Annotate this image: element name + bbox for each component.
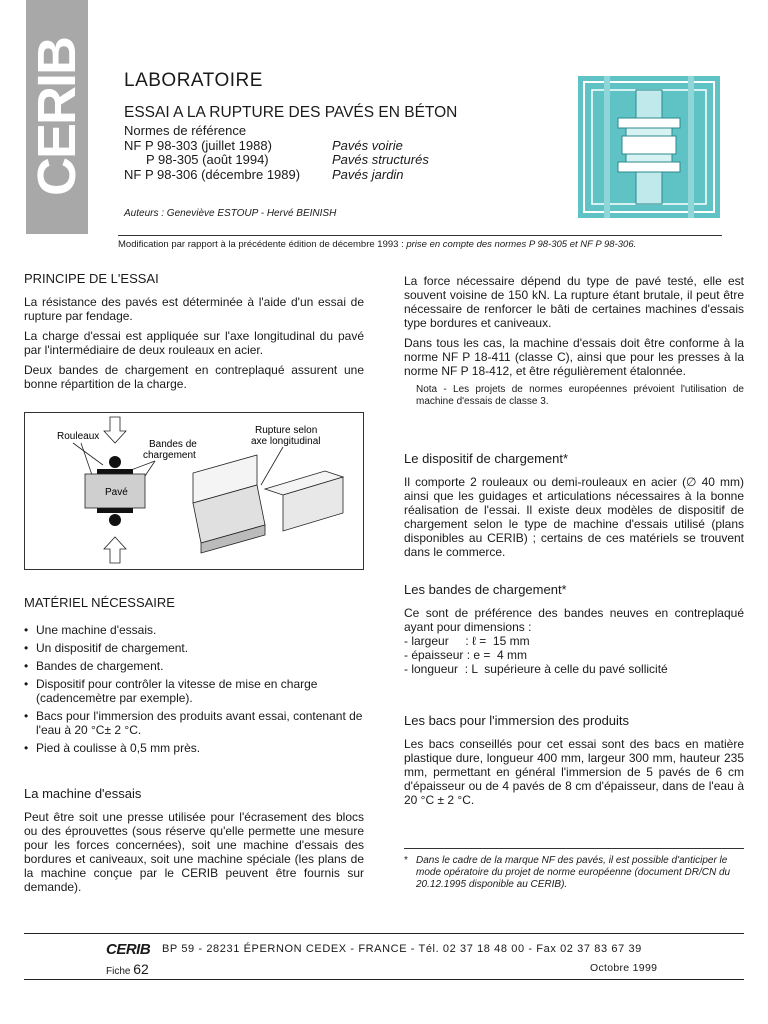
modification-note [118,239,636,250]
force-note: Nota - Les projets de normes européennes prévoient l'utilisation de machine d'essais de classe 3. [416,384,744,407]
norm-desc: Pavés structurés [332,152,429,167]
materiel-list [24,623,364,755]
test-diagram [25,413,363,569]
norms-block [124,123,429,182]
bacs-p1: Les bacs conseillés pour cet essai sont des bacs en matière plastique dure, longueur 400 mm, largeur 300 mm, hauteur 235 mm, permettant en général l'immersion de 5 pavés de 6 cm d'épaisseur ou de 4 pavés de 8 cm d'épaisseur, dans de l'eau à 20 °C ± 2 °C. [404,737,744,807]
footnote-text: Dans le cadre de la marque NF des pavés, il est possible d'anticiper le mode opératoire du projet de norme européenne (document DR/CN du 20.12.1995 disponible au CERIB). [416,855,731,890]
force-p2: Dans tous les cas, la machine d'essais doit être conforme à la norme NF P 18-411 (classe C), ainsi que pour les presses à la norme NF P 18-412, et être régulièrement étalonnée. [404,336,744,378]
bandes-intro: Ce sont de préférence des bandes neuves en contreplaqué ayant pour dimensions : [404,606,744,634]
fiche-number [106,961,149,977]
machine-section [24,787,364,900]
norm-code: NF P 98-306 (décembre 1989) [124,166,301,182]
principe-section [24,272,364,397]
principe-p2: La charge d'essai est appliquée sur l'axe longitudinal du pavé par l'intermédiaire de deux rouleaux en acier. [24,329,364,357]
dimension-row: - épaisseur : e = 4 mm [404,648,528,662]
norms-title: Normes de référence [124,123,247,138]
bandes-dimensions [404,634,744,676]
authors: Auteurs : Geneviève ESTOUP - Hervé BEINISH [124,208,337,219]
list-item: • Pied à coulisse à 0,5 mm près. [24,741,364,755]
cerib-logo: CERIB [27,37,87,197]
test-machine-illustration [578,76,720,218]
label-rupture-2: axe longitudinal [251,436,321,447]
footnote [404,855,744,891]
materiel-section [24,596,364,759]
norm-code: NF P 98-303 (juillet 1988) [124,137,272,153]
materiel-heading: MATÉRIEL NÉCESSAIRE [24,595,175,610]
bandes-heading: Les bandes de chargement* [404,582,567,597]
dispositif-section [404,452,744,565]
arrow-down-icon [104,417,126,443]
force-p1: La force nécessaire dépend du type de pavé testé, elle est souvent voisine de 150 kN. La rupture étant brutale, il peut être nécessaire de renforcer le bâti de certaines machines d'essais type bordures et caniveaux. [404,274,744,330]
norm-desc: Pavés jardin [332,166,404,182]
list-item: • Bandes de chargement. [24,659,364,673]
bacs-heading: Les bacs pour l'immersion des produits [404,713,630,728]
principe-p3: Deux bandes de chargement en contreplaqué assurent une bonne répartition de la charge. [24,363,364,391]
footnote-rule [404,848,744,849]
fiche-num: 62 [133,961,149,977]
list-item: • Une machine d'essais. [24,623,364,637]
footer-address: BP 59 - 28231 ÉPERNON CEDEX - FRANCE - Tél. 02 37 18 48 00 - Fax 02 37 83 67 39 [162,943,642,955]
press-icon [578,76,720,218]
force-section [404,274,744,414]
footer-date: Octobre 1999 [590,962,658,974]
footer-rule-top [24,933,744,934]
footer-rule-bottom [24,979,744,980]
bandes-section [404,583,744,676]
dispositif-heading: Le dispositif de chargement* [404,451,569,466]
rouleau-bottom [109,514,121,526]
label-rupture-1: Rupture selon [255,425,318,436]
document-title: ESSAI A LA RUPTURE DES PAVÉS EN BÉTON [124,104,458,121]
list-item: • Un dispositif de chargement. [24,641,364,655]
test-principle-figure [24,412,364,570]
cerib-logo-band [26,0,88,234]
label-pave: Pavé [105,487,128,498]
list-item: • Dispositif pour contrôler la vitesse de mise en charge (cadencemètre par exemple). [24,677,364,705]
dimension-row: - largeur : ℓ = 15 mm [404,634,530,648]
norm-code: P 98-305 (août 1994) [146,152,269,167]
fiche-label: Fiche [106,966,131,977]
arrow-up-icon [104,537,126,563]
principe-p1: La résistance des pavés est déterminée à l'aide d'un essai de rupture par fendage. [24,295,364,323]
dimension-row: - longueur : L supérieure à celle du pavé sollicité [404,662,668,676]
machine-heading: La machine d'essais [24,786,142,801]
lab-title: LABORATOIRE [124,70,263,91]
rouleau-top [109,456,121,468]
label-bandes-2: chargement [143,450,196,461]
header-rule [118,235,722,236]
footer-logo: CERIB [106,941,151,958]
dispositif-p1: Il comporte 2 rouleaux ou demi-rouleaux en acier (∅ 40 mm) ainsi que les guidages et articulations nécessaires à la bonne réalisation de l'essai. Il existe deux modèles de dispositif de chargement selon le type de machine d'essais utilisé (plans disponibles au CERIB) ; certains de ces matériels se trouvent dans le commerce. [404,475,744,559]
bande-bottom [97,508,133,513]
norm-desc: Pavés voirie [332,137,403,153]
machine-p1: Peut être soit une presse utilisée pour l'écrasement des blocs ou des éprouvettes (sous réserve qu'elle permette une mesure pour les forces concernées), soit une machine d'essais des bordures et caniveaux, soit une machine spéciale (les plans de la machine conçue par le CERIB peuvent être fournis sur demande). [24,810,364,894]
label-rouleaux: Rouleaux [57,431,100,442]
principe-heading: PRINCIPE DE L'ESSAI [24,271,159,286]
bande-top [97,469,133,474]
label-bandes-1: Bandes de [149,439,197,450]
footnote-star: * [404,855,408,866]
modification-detail: prise en compte des normes P 98-305 et NF P 98-306. [406,239,637,250]
bacs-section [404,714,744,813]
list-item: • Bacs pour l'immersion des produits avant essai, contenant de l'eau à 20 °C± 2 °C. [24,709,364,737]
modification-prefix: Modification par rapport à la précédente édition de décembre 1993 : [118,239,407,250]
header-lab [124,70,263,92]
